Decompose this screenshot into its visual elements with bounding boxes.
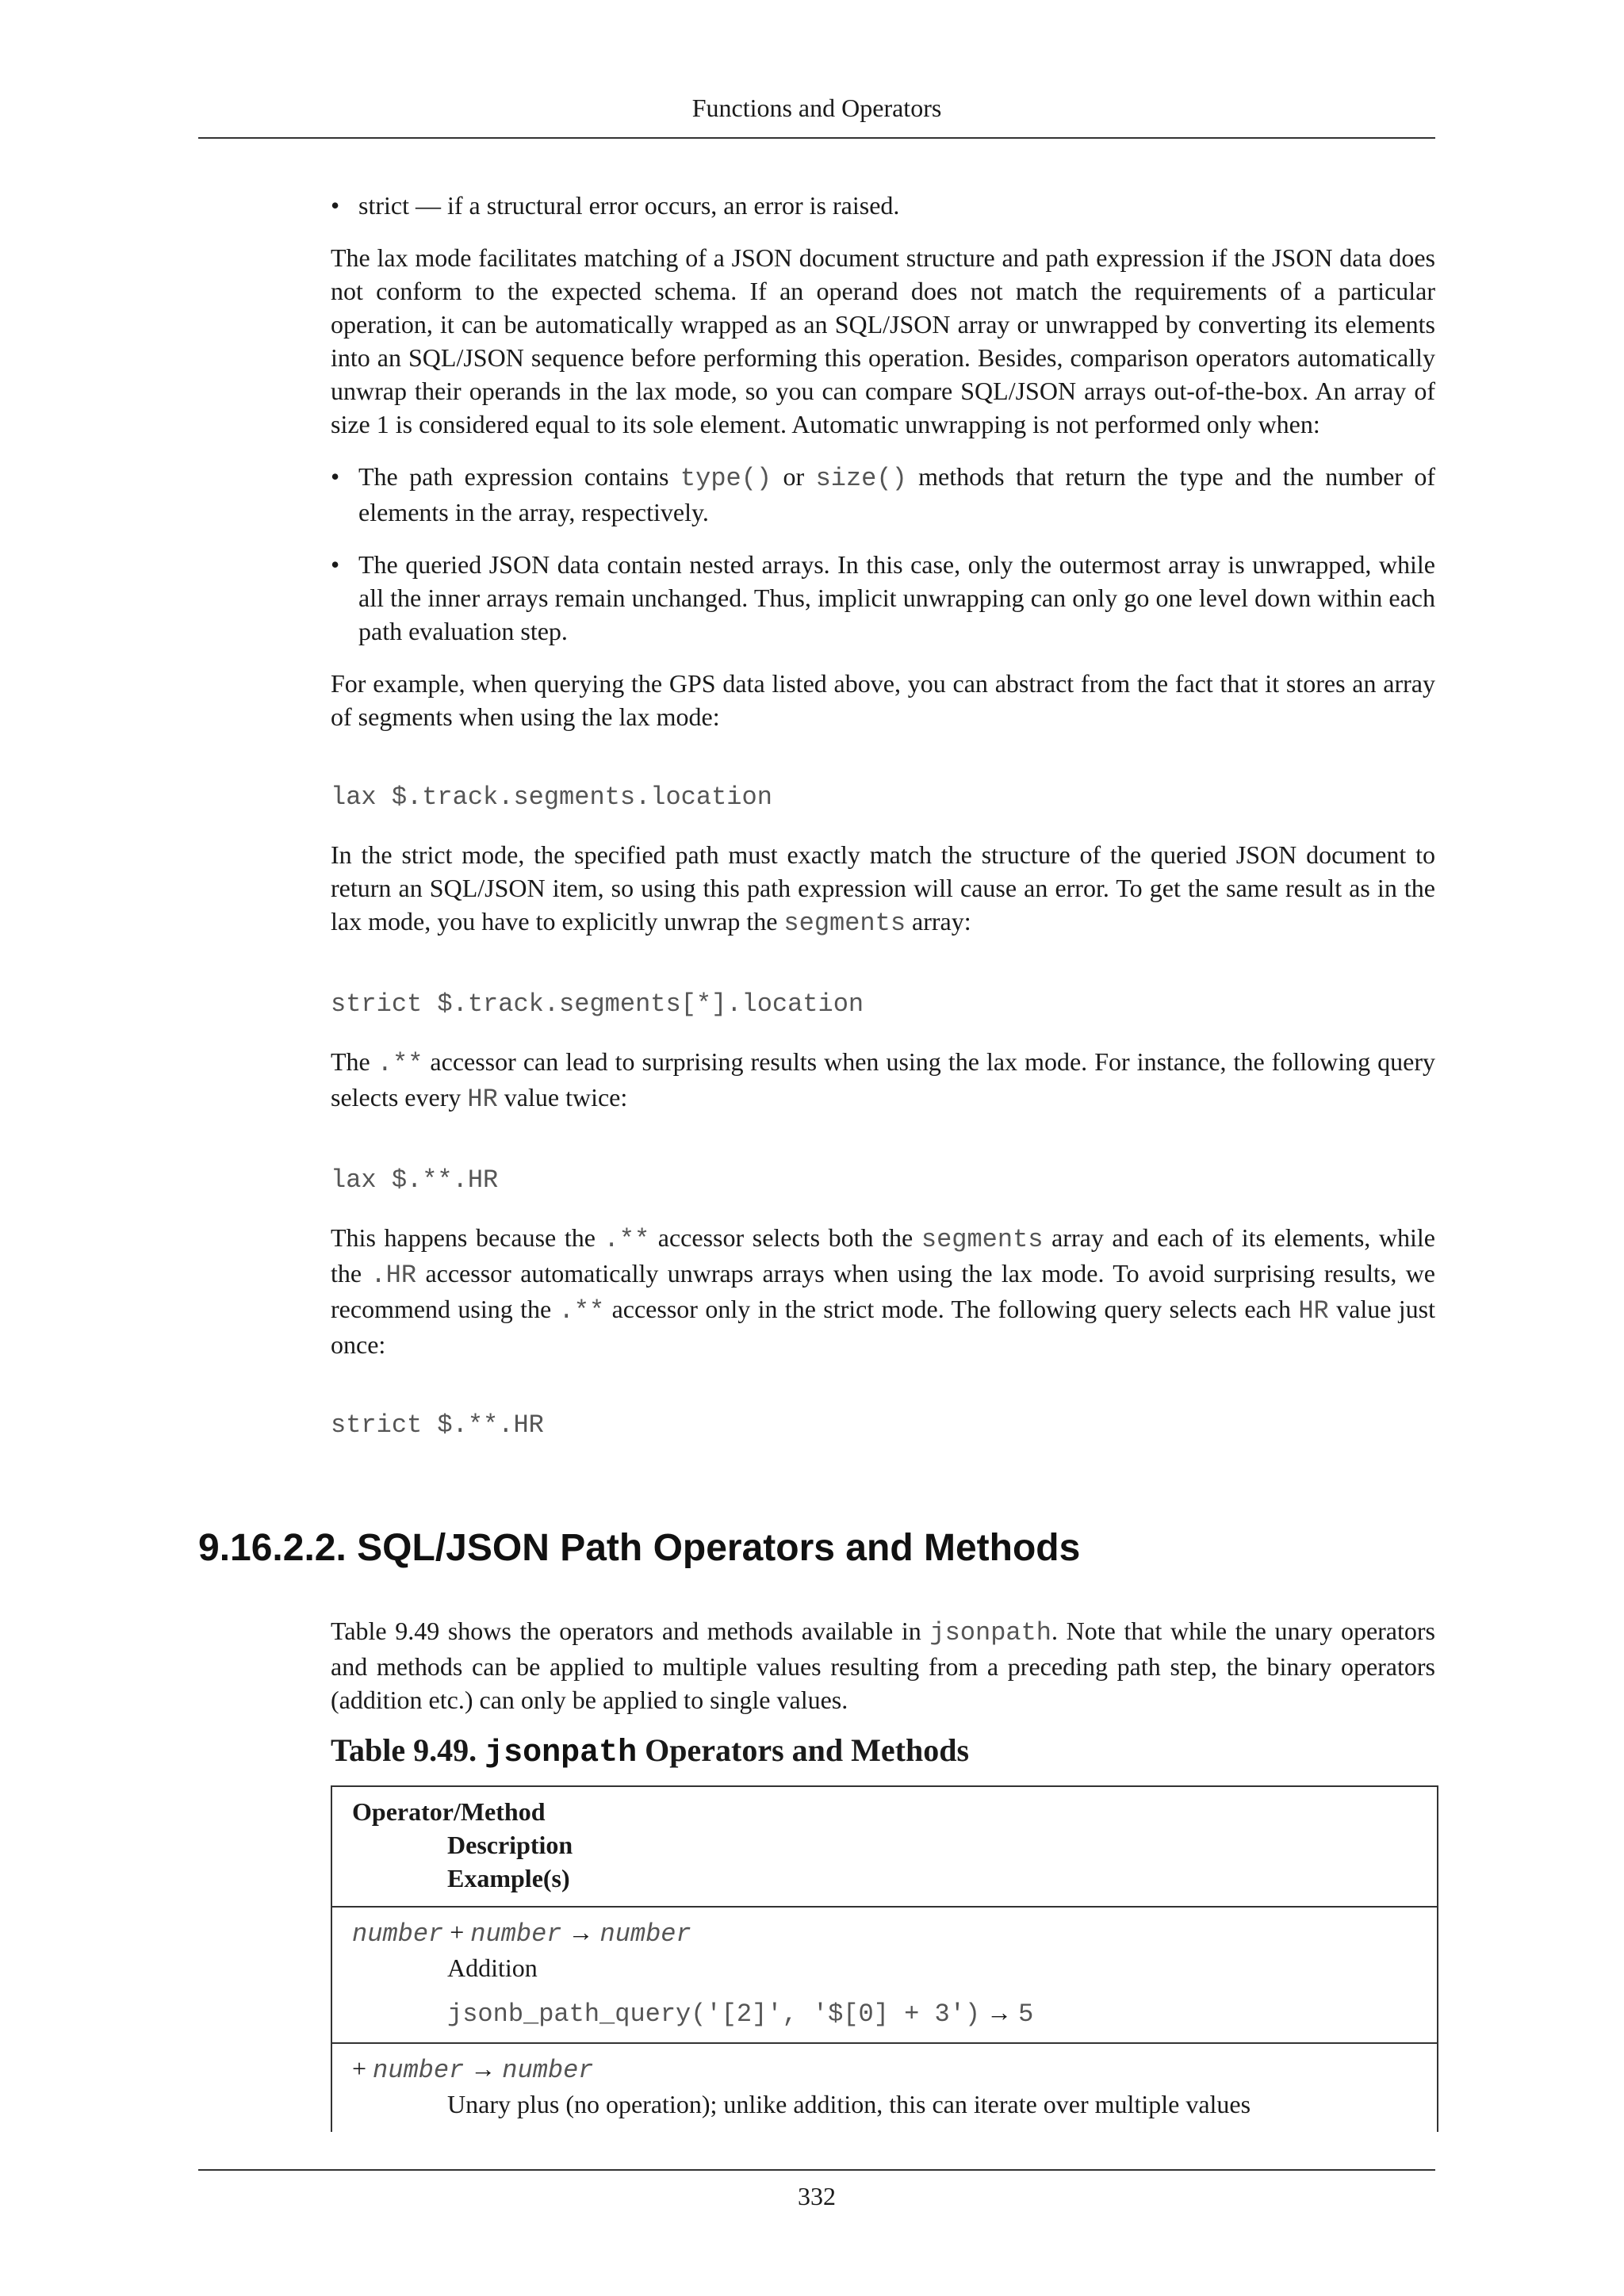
code-segments: segments [783,909,906,938]
text: The [331,1047,377,1076]
text: accessor can lead to surprising results when using the lax mode. For instance, the following query selects every [331,1047,1436,1112]
bullet-text: strict — if a structural error occurs, an error is raised. [358,191,900,220]
operator-signature [352,1915,1417,1951]
text: array and each of its elements, while the [331,1223,1435,1288]
bullet-dot: • [331,550,340,579]
text: . Note that while the unary operators and methods can be applied to multiple values resulting from a preceding path step, the binary operators (addition etc.) can only be applied to single values. [331,1617,1436,1714]
sig-operator: + [352,2054,373,2083]
code-type: type() [680,464,772,493]
code-accessor: .** [603,1225,650,1254]
table-title [331,1732,969,1771]
operators-table [331,1785,1438,2132]
section-content [331,1614,1435,1735]
header-rule [198,137,1435,139]
code-accessor: .** [377,1049,423,1078]
header-operator-method: Operator/Method [352,1797,546,1826]
bullet-nested-arrays [331,548,1435,648]
bullet-type-size [331,460,1435,529]
sig-operand: number [470,1919,562,1949]
text: accessor only in the strict mode. The following query selects each [604,1295,1299,1323]
text: value twice: [497,1083,628,1112]
code-accessor: .** [558,1296,605,1326]
text: This happens because the [331,1223,604,1252]
sig-arrow: → [561,1918,600,1946]
code-block-strict-hr: strict $.**.HR [331,1410,544,1440]
operator-example [352,1996,1417,2031]
text: In the strict mode, the specified path must exactly match the structure of the queried JSON document to return an SQL/JSON item, so using this path expression will cause an error. To get the same result as in the lax mode, you have to explicitly unwrap the [331,840,1435,936]
code-jsonpath: jsonpath [929,1618,1051,1647]
example-code: jsonb_path_query('[2]', '$[0] + 3') [447,1999,981,2029]
sig-operator: + [443,1918,471,1946]
code-block-strict: strict $.track.segments[*].location [331,989,864,1019]
example-result: 5 [1018,1999,1034,2029]
page-number: 332 [798,2182,836,2210]
operator-signature [352,2052,1417,2087]
table-row [332,1908,1437,2044]
operator-description: Addition [447,1954,538,1982]
table-header [332,1787,1437,1908]
code-hr: HR [1298,1296,1329,1326]
text: array: [906,907,971,936]
sig-operand: number [373,2056,465,2085]
text: The path expression contains [358,462,680,491]
text: Table 9.49 shows the operators and methods available in [331,1617,930,1645]
sig-arrow: → [464,2054,503,2083]
example-arrow: → [980,1998,1019,2026]
operator-description: Unary plus (no operation); unlike addition, this can iterate over multiple values [447,2090,1251,2118]
bullet-dot: • [331,462,340,491]
text: accessor selects both the [649,1223,921,1252]
paragraph-strict-mode [331,838,1435,940]
table-title-suffix: Operators and Methods [637,1732,970,1768]
section-heading: 9.16.2.2. SQL/JSON Path Operators and Methods [198,1527,1081,1569]
bullet-strict [331,189,1435,222]
footer-rule [198,2169,1435,2171]
text: accessor automatically unwraps arrays when using the lax mode. To avoid surprising results, we recommend using the [331,1259,1436,1323]
table-title-code: jsonpath [485,1735,638,1771]
code-block-lax-hr: lax $.**.HR [331,1165,499,1195]
paragraph-explanation [331,1221,1435,1361]
bullet-dot: • [331,191,340,220]
page-header: Functions and Operators [691,94,942,122]
sig-return: number [599,1919,691,1949]
text: or [772,462,816,491]
paragraph-accessor [331,1045,1435,1116]
sig-operand: number [352,1919,444,1949]
sig-return: number [502,2056,594,2085]
text: value just once: [331,1295,1436,1359]
code-size: size() [815,464,907,493]
code-segments: segments [921,1225,1044,1254]
main-content [331,189,1435,1466]
paragraph-table-intro [331,1614,1435,1716]
text: methods that return the type and the number of elements in the array, respectively. [358,462,1436,526]
code-hr-accessor: .HR [370,1261,417,1290]
table-title-prefix: Table 9.49. [331,1732,485,1768]
header-examples: Example(s) [447,1864,570,1892]
table-row [332,2044,1437,2132]
paragraph-lax-mode: The lax mode facilitates matching of a JSON document structure and path expression if the JSON data does not conform to the expected schema. If an operand does not match the requirements of a particular operation, it can be automatically wrapped as an SQL/JSON array or unwrapped by converting its elements into an SQL/JSON sequence before performing this operation. Besides, comparison operators automatically unwrap their operands in the lax mode, so you can compare SQL/JSON arrays out-of-the-box. An array of size 1 is considered equal to its sole element. Automatic unwrapping is not performed only when: [331,243,1435,438]
bullet-text: The queried JSON data contain nested arrays. In this case, only the outermost array is unwrapped, while all the inner arrays remain unchanged. Thus, implicit unwrapping can only go one level down within each path evaluation step. [358,550,1435,645]
header-description: Description [447,1831,573,1859]
code-block-lax: lax $.track.segments.location [331,783,772,812]
paragraph-example: For example, when querying the GPS data listed above, you can abstract from the fact that it stores an array of segments when using the lax mode: [331,669,1435,731]
code-hr: HR [467,1085,498,1114]
